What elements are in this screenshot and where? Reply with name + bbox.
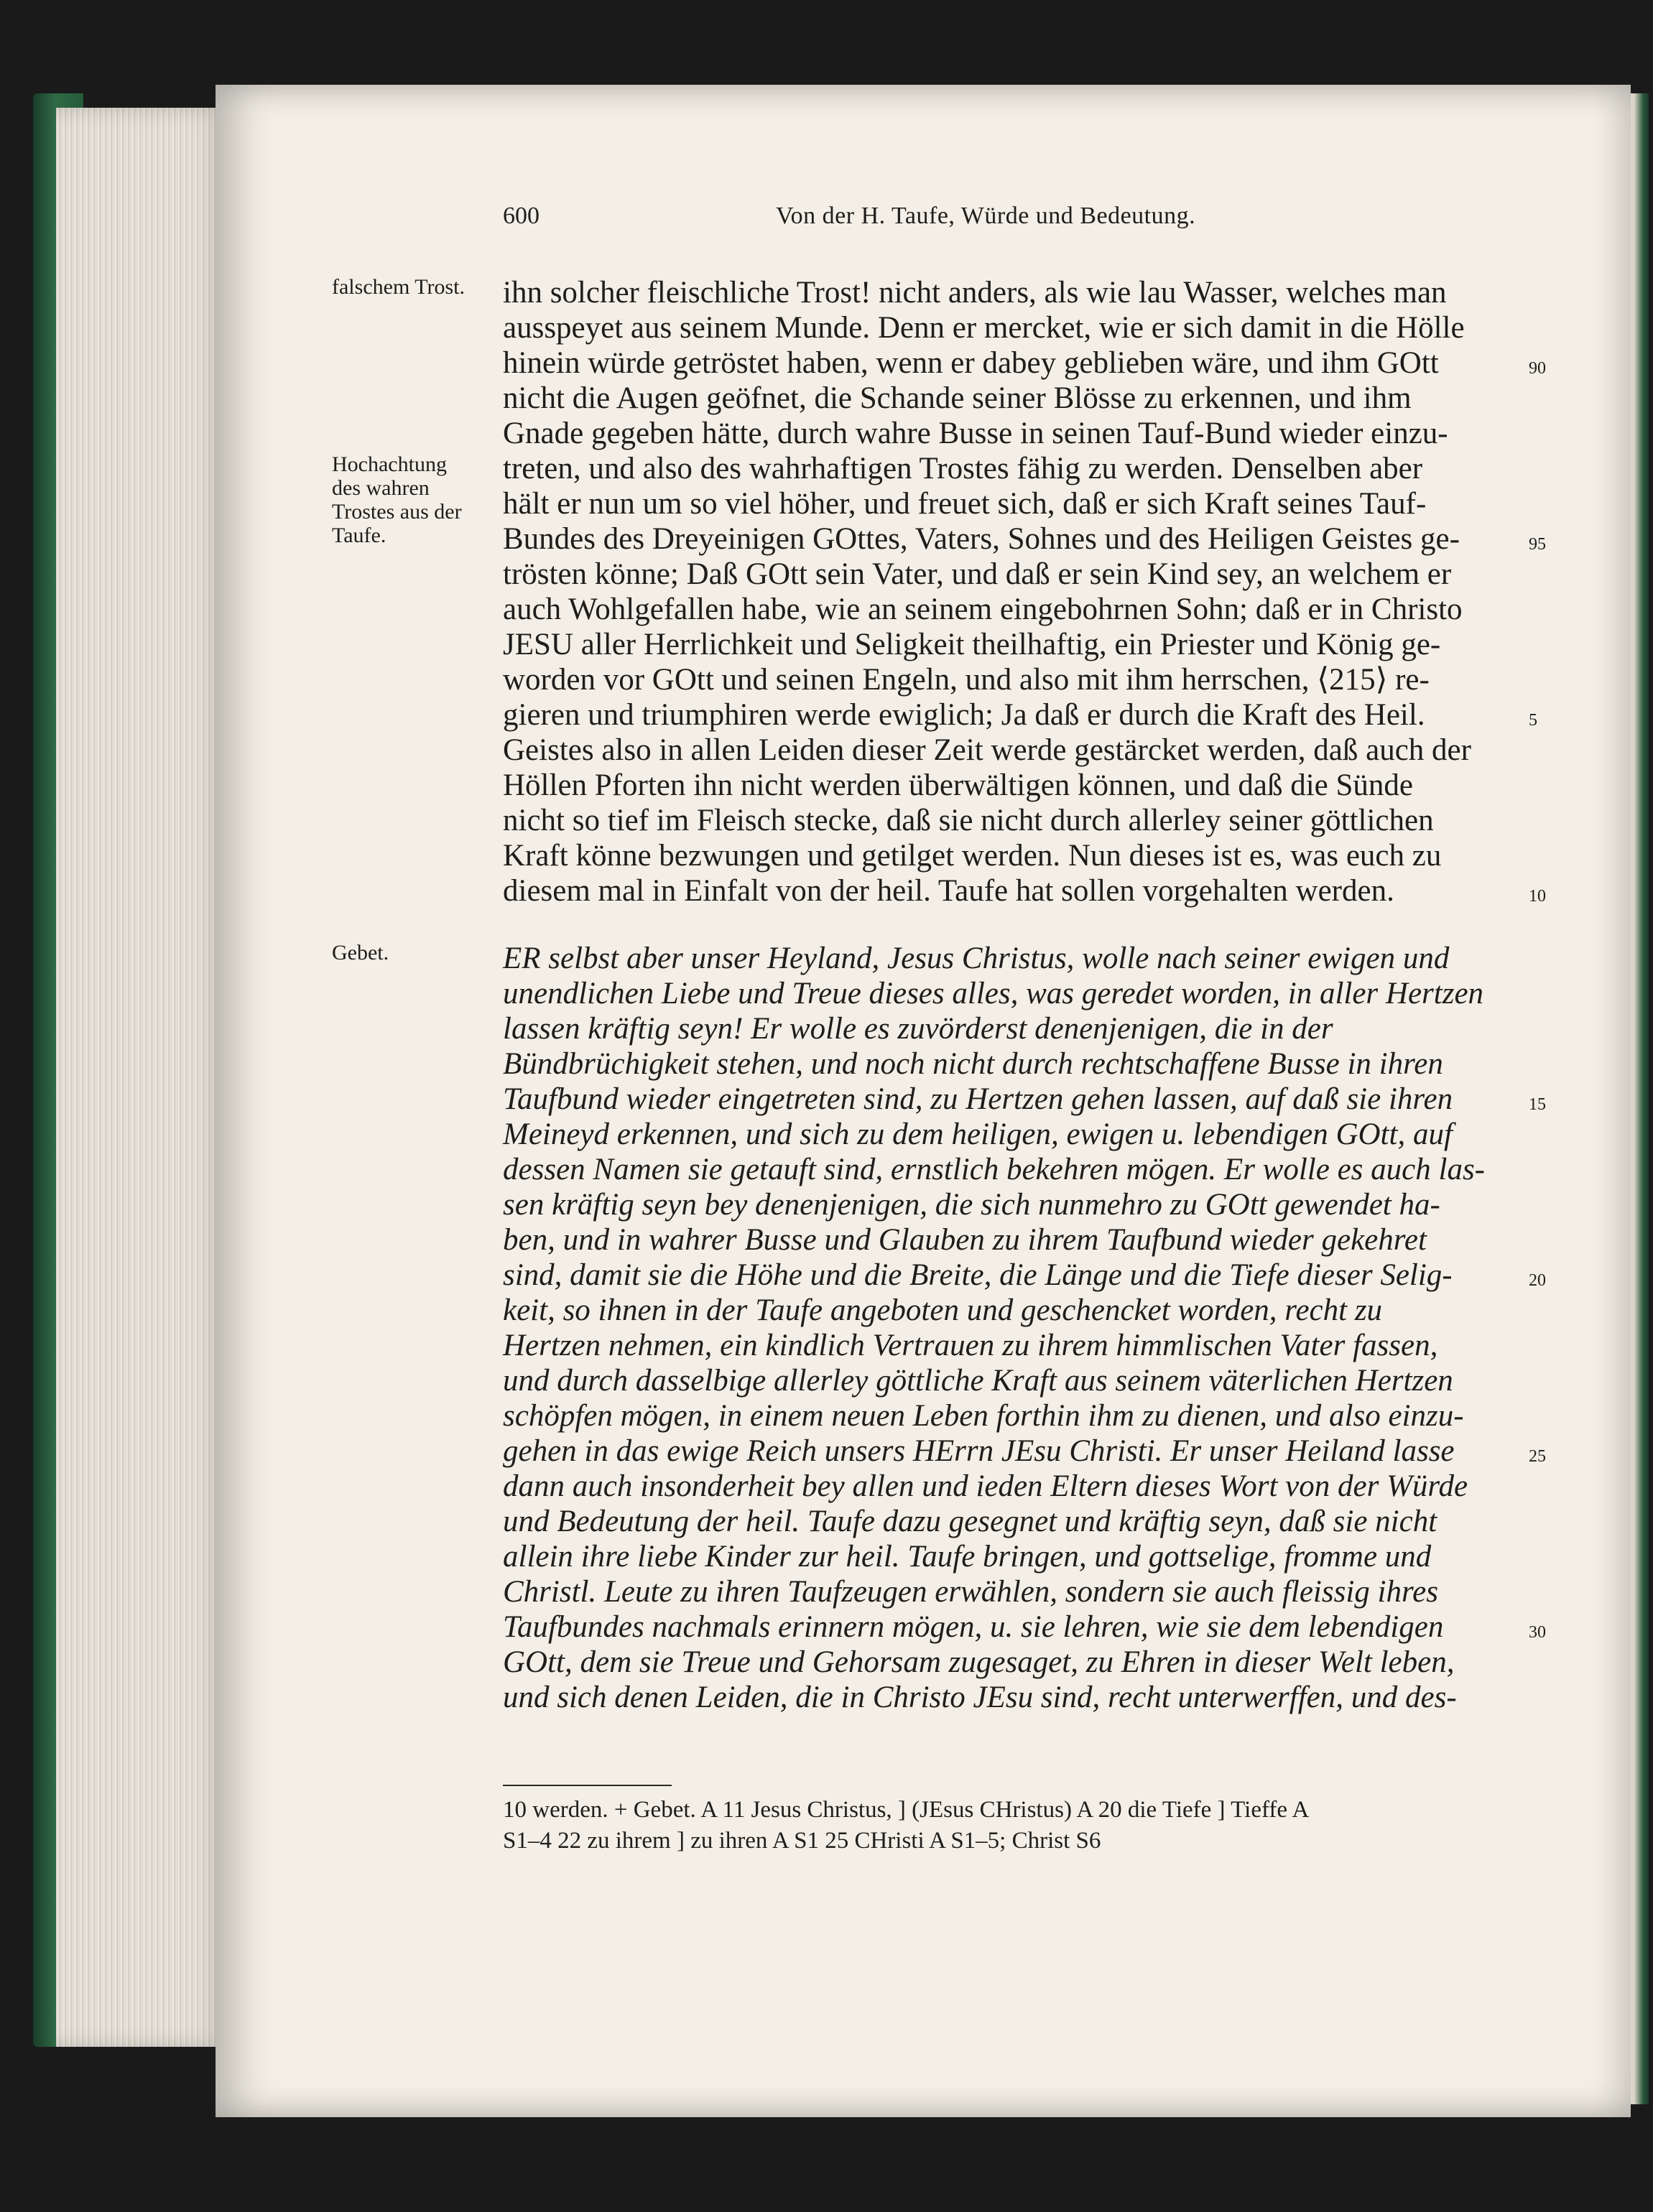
margin-note: Gebet. <box>332 941 389 965</box>
prayer-line: Bündbrüchigkeit stehen, und noch nicht durch rechtschaffene Busse in ihren <box>503 1047 1443 1081</box>
prayer-line: sind, damit sie die Höhe und die Breite, die Länge und die Tiefe dieser Selig- <box>503 1258 1453 1292</box>
line-number: 90 <box>1529 359 1546 378</box>
prayer-line: dessen Namen sie getauft sind, ernstlich bekehren mögen. Er wolle es auch las- <box>503 1153 1485 1186</box>
text-line: trösten könne; Daß GOtt sein Vater, und daß er sein Kind sey, an welchem er <box>503 557 1452 591</box>
footnote-line: S1–4 22 zu ihrem ] zu ihren A S1 25 CHristi A S1–5; Christ S6 <box>503 1828 1101 1854</box>
prayer-line: sen kräftig seyn bey denenjenigen, die sich nunmehro zu GOtt gewendet ha- <box>503 1188 1440 1222</box>
line-number: 5 <box>1529 711 1537 730</box>
page-edges <box>56 108 228 2047</box>
text-line: auch Wohlgefallen habe, wie an seinem eingebohrnen Sohn; daß er in Christo <box>503 592 1463 626</box>
text-line: Bundes des Dreyeinigen GOttes, Vaters, Sohnes und des Heiligen Geistes ge- <box>503 522 1460 556</box>
text-line: Höllen Pforten ihn nicht werden überwältigen können, und daß die Sünde <box>503 768 1414 802</box>
text-line: nicht die Augen geöfnet, die Schande seiner Blösse zu erkennen, und ihm <box>503 381 1412 415</box>
prayer-line: allein ihre liebe Kinder zur heil. Taufe bringen, und gottselige, fromme und <box>503 1540 1432 1574</box>
text-line: ausspeyet aus seinem Munde. Denn er mercket, wie er sich damit in die Hölle <box>503 311 1465 345</box>
prayer-line: und Bedeutung der heil. Taufe dazu gesegnet und kräftig seyn, daß sie nicht <box>503 1505 1437 1538</box>
prayer-line: keit, so ihnen in der Taufe angeboten und geschencket worden, recht zu <box>503 1293 1383 1327</box>
prayer-line: Taufbund wieder eingetreten sind, zu Hertzen gehen lassen, auf daß sie ihren <box>503 1082 1453 1116</box>
prayer-line: und sich denen Leiden, die in Christo JEsu sind, recht unterwerffen, und des- <box>503 1681 1457 1714</box>
line-number: 25 <box>1529 1447 1546 1466</box>
footnote-line: 10 werden. + Gebet. A 11 Jesus Christus, ] (JEsus CHristus) A 20 die Tiefe ] Tieffe A <box>503 1797 1310 1823</box>
prayer-line: unendlichen Liebe und Treue dieses alles, was geredet worden, in aller Hertzen <box>503 977 1484 1010</box>
text-line: gieren und triumphiren werde ewiglich; Ja daß er durch die Kraft des Heil. <box>503 698 1425 732</box>
prayer-line: dann auch insonderheit bey allen und ieden Eltern dieses Wort von der Würde <box>503 1469 1468 1503</box>
text-line: nicht so tief im Fleisch stecke, daß sie nicht durch allerley seiner göttlichen <box>503 804 1434 837</box>
page-header <box>503 203 1494 238</box>
prayer-line: Hertzen nehmen, ein kindlich Vertrauen zu ihrem himmlischen Vater fassen, <box>503 1329 1438 1362</box>
text-line: hält er nun um so viel höher, und freuet sich, daß er sich Kraft seines Tauf- <box>503 487 1427 521</box>
margin-note: Hochachtung des wahren Trostes aus der Taufe. <box>332 452 462 547</box>
page-number: 600 <box>503 203 540 229</box>
prayer-line: lassen kräftig seyn! Er wolle es zuvörderst denenjenigen, die in der <box>503 1012 1333 1046</box>
prayer-line: schöpfen mögen, in einem neuen Leben forthin ihm zu dienen, und also einzu- <box>503 1399 1464 1433</box>
prayer-line: und durch dasselbige allerley göttliche Kraft aus seinem väterlichen Hertzen <box>503 1364 1453 1398</box>
line-number: 20 <box>1529 1271 1546 1290</box>
line-number: 30 <box>1529 1623 1546 1642</box>
prayer-line: ER selbst aber unser Heyland, Jesus Christus, wolle nach seiner ewigen und <box>503 942 1450 975</box>
line-number: 95 <box>1529 535 1546 554</box>
prayer-line: ben, und in wahrer Busse und Glauben zu ihrem Taufbund wieder gekehret <box>503 1223 1427 1257</box>
line-number: 15 <box>1529 1095 1546 1114</box>
text-line: treten, und also des wahrhaftigen Trostes fähig zu werden. Denselben aber <box>503 452 1423 485</box>
prayer-line: Christl. Leute zu ihren Taufzeugen erwählen, sondern sie auch fleissig ihres <box>503 1575 1438 1609</box>
text-line: worden vor GOtt und seinen Engeln, und also mit ihm herrschen, ⟨215⟩ re- <box>503 663 1430 697</box>
text-line: JESU aller Herrlichkeit und Seligkeit theilhaftig, ein Priester und König ge- <box>503 628 1441 661</box>
prayer-line: Taufbundes nachmals erinnern mögen, u. sie lehren, wie sie dem lebendigen <box>503 1610 1444 1644</box>
text-line: ihn solcher fleischliche Trost! nicht anders, als wie lau Wasser, welches man <box>503 276 1447 310</box>
text-line: diesem mal in Einfalt von der heil. Taufe hat sollen vorgehalten werden. <box>503 874 1394 908</box>
footnote-rule <box>503 1785 672 1786</box>
line-number: 10 <box>1529 887 1546 906</box>
text-line: hinein würde getröstet haben, wenn er dabey geblieben wäre, und ihm GOtt <box>503 346 1439 380</box>
prayer-line: GOtt, dem sie Treue und Gehorsam zugesaget, zu Ehren in dieser Welt leben, <box>503 1645 1455 1679</box>
text-line: Geistes also in allen Leiden dieser Zeit werde gestärcket werden, daß auch der <box>503 733 1471 767</box>
running-head: Von der H. Taufe, Würde und Bedeutung. <box>776 203 1196 229</box>
prayer-line: gehen in das ewige Reich unsers HErrn JEsu Christi. Er unser Heiland lasse <box>503 1434 1455 1468</box>
margin-note: falschem Trost. <box>332 275 466 299</box>
text-line: Kraft könne bezwungen und getilget werden. Nun dieses ist es, was euch zu <box>503 839 1442 873</box>
text-line: Gnade gegeben hätte, durch wahre Busse in seinen Tauf-Bund wieder einzu- <box>503 417 1448 450</box>
prayer-line: Meineyd erkennen, und sich zu dem heiligen, ewigen u. lebendigen GOtt, auf <box>503 1117 1453 1151</box>
